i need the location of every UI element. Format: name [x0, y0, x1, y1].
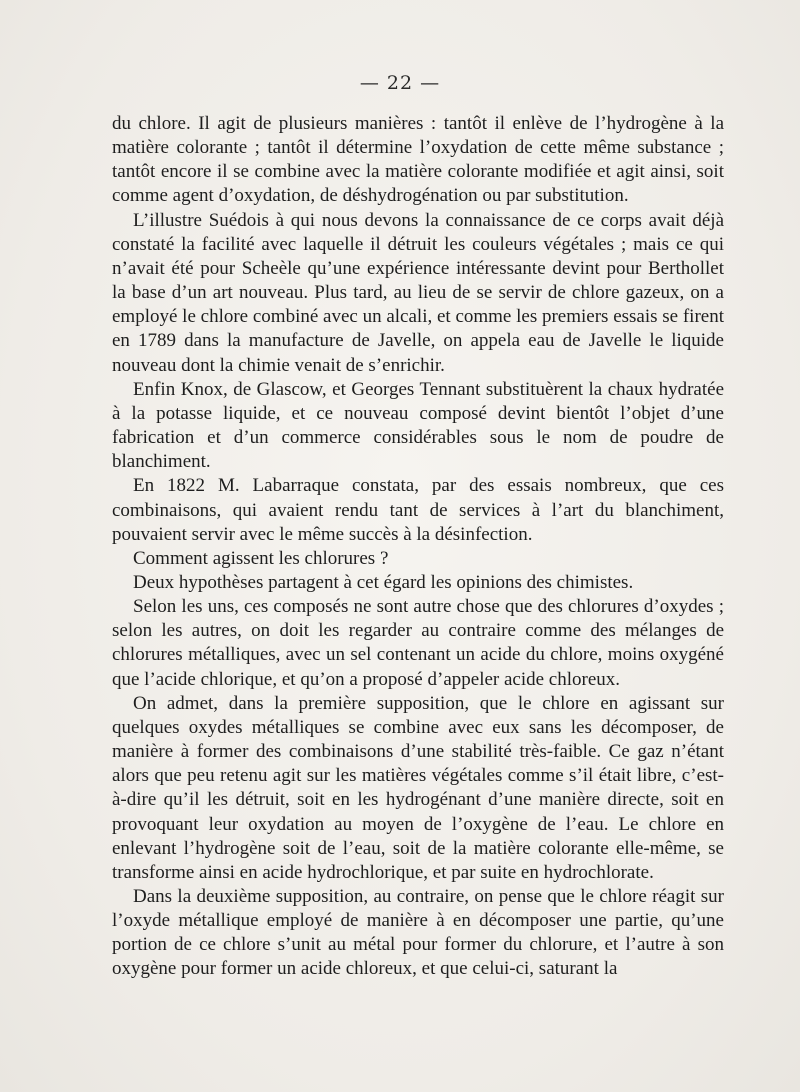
paragraph-knox-tennant: Enfin Knox, de Glascow, et Georges Tennant substituèrent la chaux hydratée à la potasse liquide, et ce nouveau composé devint bientôt l’objet d’une fabrication et d’un commerce considérables sous le nom de poudre de blanchiment. [112, 378, 724, 473]
page-number: — 22 — [359, 72, 441, 94]
paragraph-scheele: L’illustre Suédois à qui nous devons la connaissance de ce corps avait déjà constaté la facilité avec laquelle il détruit les couleurs végétales ; mais ce qui n’avait été pour Scheèle qu’une expérience intéressante devint pour Berthollet la base d’un art nouveau. Plus tard, au lieu de se servir de chlore gazeux, on a employé le chlore combiné avec un alcali, et comme les premiers essais se firent en 1789 dans la manufacture de Javelle, on appela eau de Javelle le liquide nouveau dont la chimie venait de s’enrichir. [112, 209, 724, 376]
paragraph-continuation: du chlore. Il agit de plusieurs manières : tantôt il enlève de l’hydrogène à la matière colorante ; tantôt il détermine l’oxydation de cette même substance ; tantôt encore il se combine avec la matière colorante modifiée et agit ainsi, soit comme agent d’oxydation, de déshydrogénation ou par substitution. [112, 113, 724, 207]
body-text [112, 112, 724, 982]
paragraph-second-supposition: Dans la deuxième supposition, au contraire, on pense que le chlore réagit sur l’oxyde métallique employé de manière à en décomposer une partie, qu’une portion de ce chlore s’unit au métal pour former du chlorure, et l’autre à son oxygène pour former un acide chloreux, et que celui-ci, saturant la [112, 886, 724, 980]
paragraph-hypotheses: Deux hypothèses partagent à cet égard les opinions des chimistes. [133, 571, 634, 593]
paragraph-labarraque: En 1822 M. Labarraque constata, par des essais nombreux, que ces combinaisons, qui avaient rendu tant de services à l’art du blanchiment, pouvaient servir avec le même succès à la désinfection. [112, 475, 724, 545]
paragraph-first-supposition: On admet, dans la première supposition, que le chlore en agissant sur quelques oxydes métalliques se combine avec eux sans les décomposer, de manière à former des combinaisons d’une stabilité très-faible. Ce gaz n’étant alors que peu retenu agit sur les matières végétales comme s’il était libre, c’est-à-dire qu’il les détruit, soit en les hydrogénant d’une manière directe, soit en provoquant leur oxydation au moyen de l’oxygène de l’eau. Le chlore en enlevant l’hydrogène soit de l’eau, soit de la matière colorante elle-même, se transforme ainsi en acide hydrochlorique, et par suite en hydrochlorate. [112, 692, 724, 883]
paragraph-selon-les-uns: Selon les uns, ces composés ne sont autre chose que des chlorures d’oxydes ; selon les autres, on doit les regarder au contraire comme des mélanges de chlorures métalliques, avec un sel contenant un acide du chlore, moins oxygéné que l’acide chlorique, et qu’on a proposé d’appeler acide chloreux. [112, 596, 724, 690]
paragraph-question: Comment agissent les chlorures ? [133, 547, 389, 569]
